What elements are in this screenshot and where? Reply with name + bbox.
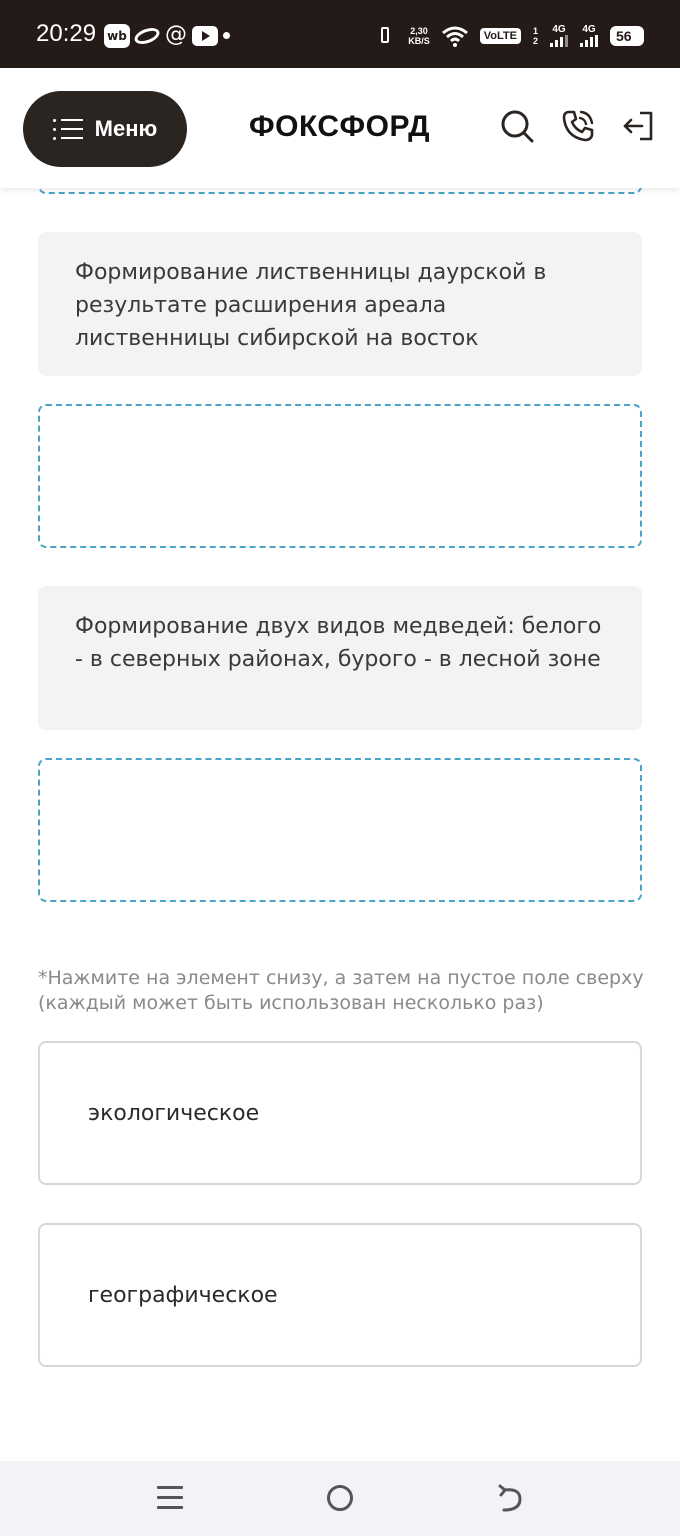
signal-1-icon [550, 25, 568, 47]
login-icon[interactable] [620, 108, 656, 144]
instruction-hint: *Нажмите на элемент снизу, а затем на пустое поле сверху (каждый может быть использован несколько раз) [38, 967, 644, 1014]
network-type-1: 4G [552, 24, 566, 35]
system-nav-bar [0, 1461, 680, 1536]
menu-button[interactable] [23, 91, 187, 167]
sim-slots: 1 2 [532, 26, 538, 46]
site-header [0, 68, 680, 188]
youtube-icon [192, 26, 218, 46]
recent-apps-icon[interactable] [157, 1485, 183, 1511]
foxford-logo[interactable]: ФОКСФОРД [249, 110, 430, 143]
back-icon[interactable] [495, 1483, 525, 1513]
network-type-2: 4G [582, 24, 596, 35]
wildberries-icon: wb [104, 24, 130, 48]
home-icon[interactable] [327, 1485, 353, 1511]
vibrate-icon [374, 25, 396, 47]
list-icon [53, 118, 83, 140]
status-indicators [374, 22, 644, 50]
statement-card: Формирование двух видов медведей: белого - в северных районах, бурого - в лесной зоне [38, 586, 642, 730]
phone-icon[interactable] [560, 108, 596, 144]
search-icon[interactable] [499, 108, 535, 144]
drop-zone[interactable] [38, 758, 642, 902]
status-bar [0, 0, 680, 68]
network-speed: 2,30 KB/S [408, 26, 430, 46]
answer-option[interactable] [38, 1223, 642, 1367]
signal-2-icon [580, 25, 598, 47]
statement-card: Формирование лиственницы даурской в результате расширения ареала лиственницы сибирской на восток [38, 232, 642, 376]
at-sign-icon: @ [165, 21, 187, 47]
answer-option-label: географическое [88, 1282, 278, 1308]
battery-icon: 56 [610, 26, 644, 46]
wifi-icon [442, 25, 468, 47]
volte-badge: VoLTE [480, 28, 521, 44]
drop-zone[interactable] [38, 404, 642, 548]
answer-option[interactable] [38, 1041, 642, 1185]
notification-dot-icon [223, 32, 230, 39]
status-time: 20:29 [36, 20, 97, 47]
ring-app-icon [132, 25, 161, 47]
menu-button-label: Меню [94, 116, 158, 141]
answer-option-label: экологическое [88, 1100, 260, 1126]
